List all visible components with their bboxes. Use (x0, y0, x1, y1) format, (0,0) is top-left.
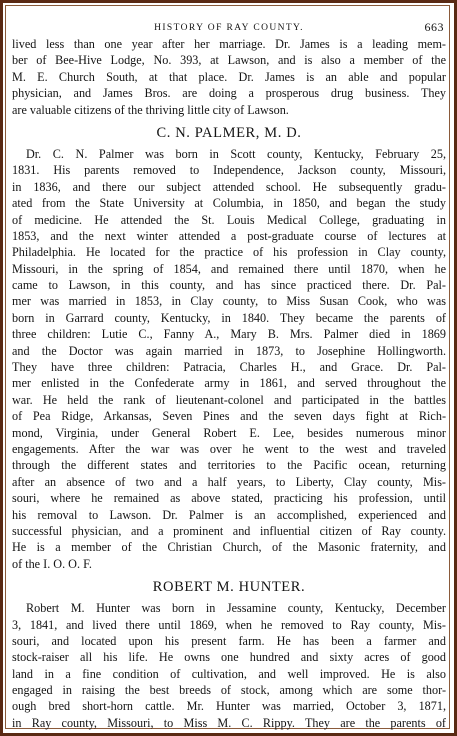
text-line: engagements. After the war was over he went to the west and traveled (12, 441, 446, 456)
text-line: mond, Virginia, under General Robert E. Lee, besides numerous minor (12, 425, 446, 440)
hunter-biography (12, 600, 446, 731)
text-line: stock-raiser all his life. He owns one hundred and sixty acres of good (12, 650, 446, 665)
running-head (12, 20, 446, 36)
text-line: mer was married in 1853, in Clay county, to Miss Susan Cook, who was (12, 294, 446, 309)
text-line: 1831. His parents removed to Independence, Jackson county, Missouri, (12, 163, 446, 178)
text-line: in 1836, and there our subject attended school. He subsequently gradu- (12, 179, 446, 194)
text-line: ated from the State University at Columbia, in 1850, and began the study (12, 196, 446, 211)
text-line: They have three children: Patracia, Charles H., and Grace. Dr. Pal- (12, 360, 446, 375)
text-line: successful physician, and a prominent and influential citizen of Ray county. (12, 523, 446, 538)
text-line: war. He held the rank of lieutenant-colonel and participated in the battles (12, 392, 446, 407)
text-line: engaged in raising the best breeds of stock, among which are some thor- (12, 683, 446, 698)
text-line: souri, and located upon his present farm. He has been a farmer and (12, 633, 446, 648)
section-heading-palmer: C. N. PALMER, M. D. (156, 124, 302, 141)
text-line: after an absence of two and a half years, to Liberty, Clay county, Mis- (12, 474, 446, 489)
text-line: mer enlisted in the Confederate army in 1861, and served throughout the (12, 376, 446, 391)
text-line: of medicine. He attended the St. Louis Medical College, graduating in (12, 212, 446, 227)
text-line: his removal to Lawson. Dr. Palmer is an accomplished, experienced and (12, 507, 446, 522)
text-line: M. E. Church South, at that place. Dr. James is an able and popular (12, 69, 446, 84)
text-line: of the I. O. O. F. (12, 556, 92, 571)
text-line: are valuable citizens of the thriving little city of Lawson. (12, 102, 289, 117)
text-line: souri, where he remained as above stated, practicing his profession, until (12, 491, 446, 506)
running-head-title: HISTORY OF RAY COUNTY. (154, 23, 304, 33)
text-line: He is a member of the Christian Church, of the Masonic fraternity, and (12, 540, 446, 555)
page-number: 663 (424, 20, 444, 34)
text-line: came to Lawson, in this county, and has since practiced there. Dr. Pal- (12, 278, 446, 293)
text-line: three children: Lutie C., Fanny A., Mary B. Mrs. Palmer died in 1869 (12, 327, 446, 342)
text-line: 3, 1841, and lived there until 1869, when he removed to Ray county, Mis- (12, 617, 446, 632)
text-line: land in a fine condition of cultivation, and well improved. He is also (12, 666, 446, 681)
continuation-paragraph (12, 36, 446, 118)
text-line: ber of Bee-Hive Lodge, No. 393, at Lawson, and is also a member of the (12, 53, 446, 68)
text-line: Dr. C. N. Palmer was born in Scott county, Kentucky, February 25, (26, 146, 446, 161)
text-line: 1853, and the next winter attended a post-graduate course of lectures at (12, 228, 446, 243)
document-page (12, 20, 446, 731)
text-line: ough bred short-horn cattle. Mr. Hunter was married, October 3, 1871, (12, 699, 446, 714)
text-line: Robert M. Hunter was born in Jessamine county, Kentucky, December (26, 601, 446, 616)
text-line: lived less than one year after her marriage. Dr. James is a leading mem- (12, 37, 446, 51)
text-line: physician, and James Bros. are doing a prosperous drug business. They (12, 86, 446, 101)
text-line: born in Garrard county, Kentucky, in 1840. They became the parents of (12, 310, 446, 325)
text-line: Missouri, in the spring of 1854, and remained there until 1870, when he (12, 261, 446, 276)
text-line: through the different states and territories to the Pacific ocean, returning (12, 458, 446, 473)
text-line: in Ray county, Missouri, to Miss M. C. Rippy. They are the parents of (12, 715, 446, 730)
text-line: and the Doctor was again married in 1873, to Josephine Hollingworth. (12, 343, 446, 358)
palmer-biography (12, 146, 446, 572)
section-heading-hunter: ROBERT M. HUNTER. (152, 579, 306, 596)
text-line: Philadelphia. He located for the practice of his profession in Clay county, (12, 245, 446, 260)
text-line: of Pea Ridge, Arkansas, Seven Pines and the seven days fight at Rich- (12, 409, 446, 424)
